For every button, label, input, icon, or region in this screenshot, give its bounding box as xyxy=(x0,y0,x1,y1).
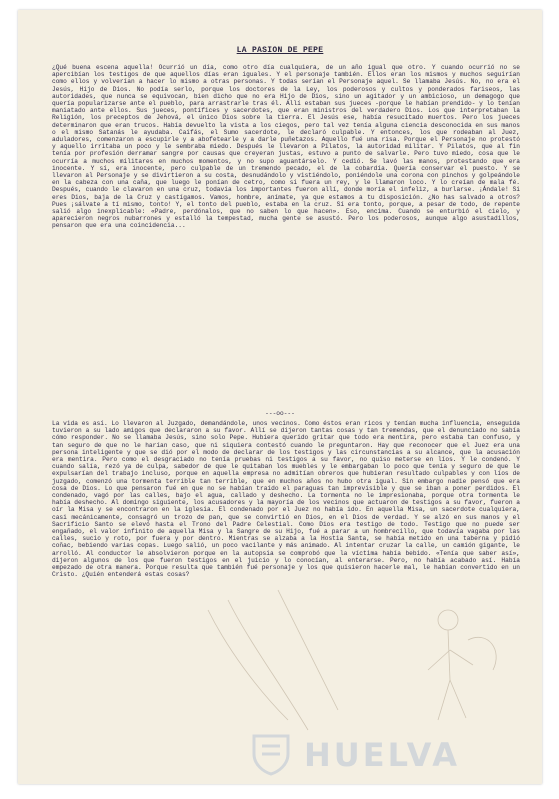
section-separator: ---oo--- xyxy=(265,410,295,417)
paragraph-passion-of-jesus: ¿Qué buena escena aquella! Ocurrió un día, como otro día cualquiera, de un año igual que otro. Y cuando ocurrió no se apercibían los testigos de que aquellos días eran iguales. Y el personaje también. Ellos eran los mismos y muchos seguirían como ellos y volverían a hacer lo mismo a otras personas. Y todas serían el Personaje aquel. Se llamaba Jesús. No, no era el Jesús, Hijo de Dios. No podía serlo, porque los doctores de la Ley, los poderosos y cultos y ponderados fariseos, las autoridades, que nunca se equivocan, bien dicho que no era Hijo de Dios, sino un agitador y un ambicioso, un demagogo que quería popularizarse ante el pueblo, para arrastrarle tras él. Allí estaban sus jueces -porque le habían prendido- y lo tenían maniatado ante ellos. Sus jueces, pontífices y sacerdotes, que eran ministros del verdadero Dios. Los que interpretaban la Religión, los preceptos de Jehová, el único Dios sobre la tierra. El Jesús ese, había resucitado muertos. Pero los jueces determinaron que eran trucos. Había devuelto la vista a los ciegos, pero tal vez tenía alguna ciencia desconocida en sus manos o el mismo Satanás le ayudaba. Caifás, el Sumo sacerdote, le declaró culpable. Y entonces, los que rodeaban al Juez, aduladores, comenzaron a escupirle y a abofetearle y a darle puñetazos. Aquello fué una risa. Porque el Personaje no protestó y aquello irritaba un poco y le sembraba miedo. Después le llevaron a Pilatos, la autoridad militar. Y Pilatos, que al fin tenía por profesión derramar sangre por causas que creyeran justas, estuvo a punto de salvarle. Pero tuvo miedo, cosa que le ocurría a muchos militares en muchos momentos, y no supo aguantárselo. Y cedió. Se lavó las manos, protestando que era inocente. Y sí, era inocente, pero culpable de un tremendo pecado, el de la cobardía. Quería conservar el puesto. Y se llevaron al Personaje y se divirtieron a su costa, desnudándolo y vistiéndolo, poniéndole una corona con pinchos y golpeándole en la cabeza con una caña, que luego le ponían de cetro, como si fuera un rey, y le llamaron loco. Y lo creían de mala fé. Después, cuando le clavaron en una cruz, todavía los importantes fueron allí, donde moría el infeliz, a burlarse. ¡Ándale! Si eres Dios, baja de la Cruz y castígamos. Vamos, hombre, anímate, ya que estamos a tu disposición. ¿No has salvado a otros? Pues ¡sálvate a tí mismo, tonto! Y, el tonto del pueblo, estaba en la cruz. Sí era tonto, porque, a pesar de todo, de repente salió algo inexplicable: «Padre, perdónalos, que no saben lo que hacen». Eso, encima. Cuando se enturbió el cielo, y aparecieron negros nubarrones y estalló la tempestad, mucha gente se asustó. Pero los poderosos, aunque algo asustadillos, pensaron que era una coincidencia... xyxy=(52,64,520,230)
archive-watermark xyxy=(248,732,518,776)
typed-sheet xyxy=(18,10,542,784)
crest-icon xyxy=(248,732,294,776)
watermark-text: HUELVA xyxy=(304,736,460,774)
document-title: LA PASION DE PEPE xyxy=(236,46,324,55)
paragraph-passion-of-pepe: La vida es así. Lo llevaron al Juzgado, demandándole, unos vecinos. Como éstos eran ricos y tenían mucha influencia, enseguida tuvieron a su lado amigos que declararon a su favor. Allí se dijeron tantas cosas y tan tremendas, que el denunciado no sabía cómo responder. No se llamaba Jesús, sino solo Pepe. Hubiera querido gritar que todo era mentira, pero estaba tan confuso, y tan seguro de que no le harían caso, que ni siquiera contestó cuando le preguntaron. Hay que reconocer que el Juez era una persona inteligente y que se dió por el modo de declarar de los testigos y las circunstancias a su alcance, que la acusación era mentira. Pero como el desgraciado no tenía pruebas ni testigos a su favor, no quiso meterse en líos. Y le condenó. Y cuando salía, rezó ya de culpa, sabedor de que le quitaban los muebles y le embargaban lo poco que tenía y seguro de que le expulsarían del trabajo incluso, porque en aquella empresa no admitían obreros que hubieran resultado culpables y con líos de juzgado, comenzó una tormenta terrible tan terrible, que en muchos años no hubo otra igual. Sin embargo nadie pensó que era cosa de Dios. Lo que pensaron fué en que no se habían traído el paraguas tan imprevisible y que se iban a poner perdidos. El condenado, vagó por las calles, bajo el agua, callado y deshecho. La tormenta no le impresionaba, porque otra tormenta le había deshecho. Al domingo siguiente, los acusadores y la mayoría de los vecinos que actuaron de testigos a su favor, fueron a oír la Misa y se encontraron en la iglesia. El condenado por el Juez no había ido. En aquella Misa, un sacerdote cualquiera, casi mecánicamente, consagró un trozo de pan, que se convirtió en Dios, en el Dios de verdad. Y se alzó en sus manos y el Sacrificio Santo se elevó hasta el Trono del Padre Celestial. Como Dios era testigo de todo. Testigo que no puede ser engañado, el valor infinito de aquella Misa y la Sangre de su Hijo, fué a parar a un hombrecillo, que todavía vagaba por las calles, sucio y roto, por fuera y por dentro. Mientras se alzaba a la Hostia Santa, se había metido en una taberna y pidió coñac, bebiendo varias copas. Luego salió, un poco vacilante y más animado. Al intentar cruzar la calle, un camión gigante, le arrolló. Al conductor le absolvieron porque en la autopsia se comprobó que la víctima había bebido. «Tenía que saber así», dijeron algunos de los que fueron testigos en el juicio y lo conocían, al enterarse. Pero, no había acabado así. Había empezado de otra manera. Porque resulta que también fué personaje y los que quisieron hacerle mal, le habían convertido en un Cristo. ¿Quién entenderá estas cosas? xyxy=(52,420,520,579)
